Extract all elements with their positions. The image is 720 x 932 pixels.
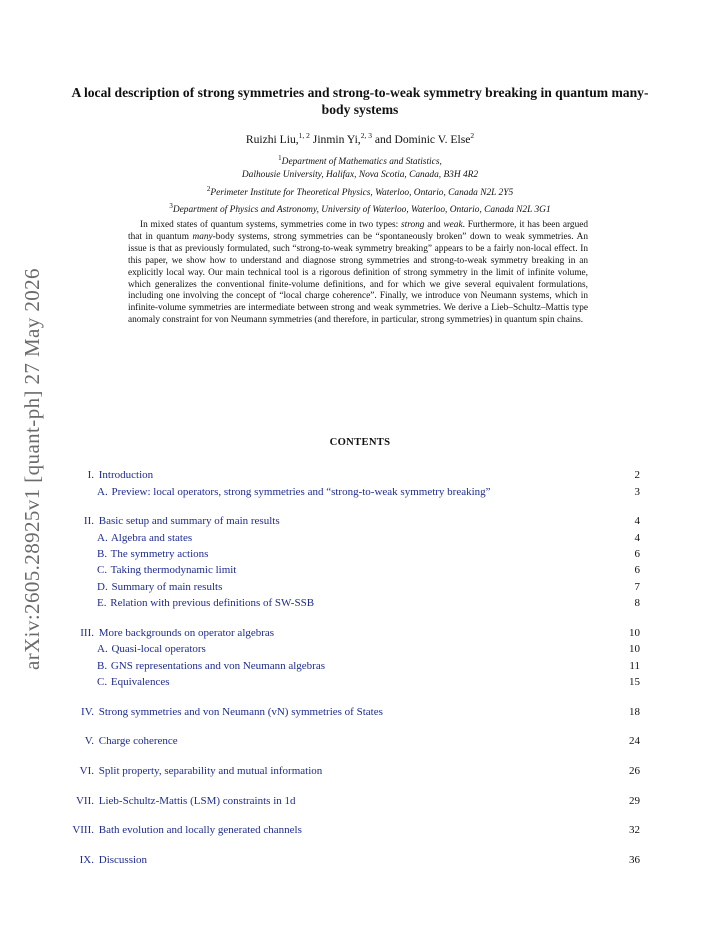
author-list (60, 131, 660, 146)
toc-title[interactable]: Basic setup and summary of main results (98, 515, 280, 527)
toc-page: 29 (629, 795, 640, 807)
toc-subsection-2b[interactable]: B. The symmetry actions 6 (97, 548, 640, 560)
toc-page: 4 (634, 515, 640, 527)
toc-section-1[interactable]: I. Introduction 2 (87, 469, 640, 481)
toc-subsection-2e[interactable]: E. Relation with previous definitions of SW-SSB 8 (97, 597, 640, 609)
toc-subsection-3a[interactable]: A. Quasi-local operators 10 (97, 643, 640, 655)
toc-section-6[interactable]: VI. Split property, separability and mutual information 26 (79, 765, 640, 777)
toc-title[interactable]: Algebra and states (110, 532, 193, 544)
toc-page: 7 (634, 581, 640, 593)
toc-subsection-2d[interactable]: D. Summary of main results 7 (97, 581, 640, 593)
abstract: In mixed states of quantum systems, symmetries come in two types: strong and weak. Furthermore, it has been argued that in quantum many-body systems, strong symmetries can be “spontaneously broken” down to weak symmetries. An issue is that as previously formulated, such “strong-to-weak symmetry breaking” appears to be a fairly non-local effect. In this paper, we show how to understand and diagnose strong symmetries and strong-to-weak symmetry breaking in an explicitly local way. Our main technical tool is a rigorous definition of strong symmetry in the limit of infinite volume, which generalizes the conventional finite-volume definitions, and for which we give several equivalent formulations, including one involving the concept of “local charge coherence”. Finally, we introduce von Neumann systems, which in infinite-volume symmetries are intermediate between strong and weak symmetries. We derive a Lieb–Schultz–Mattis type anomaly constraint for von Neumann symmetries (and therefore, in particular, strong symmetries) in quantum spin chains. (128, 220, 588, 326)
toc-subsection-3c[interactable]: C. Equivalences 15 (97, 676, 640, 688)
author-2: Jinmin Yi, (309, 132, 361, 146)
toc-title[interactable]: Preview: local operators, strong symmetries and “strong-to-weak symmetry breaking” (111, 486, 491, 498)
toc-page: 26 (629, 765, 640, 777)
toc-page: 32 (629, 824, 640, 836)
toc-title[interactable]: Discussion (98, 854, 148, 866)
arxiv-identifier: arXiv:2605.28925v1 [quant-ph] 27 May 2026 (20, 268, 44, 670)
toc-page: 3 (634, 486, 640, 498)
toc-title[interactable]: GNS representations and von Neumann algebras (110, 660, 325, 672)
toc-section-8[interactable]: VIII. Bath evolution and locally generated channels 32 (72, 824, 640, 836)
author-1: Ruizhi Liu, (245, 132, 299, 146)
affiliation-1-address: Dalhousie University, Halifax, Nova Scotia, Canada, B3H 4R2 (241, 170, 479, 181)
toc-subsection-3b[interactable]: B. GNS representations and von Neumann algebras 11 (97, 660, 640, 672)
toc-section-2[interactable]: II. Basic setup and summary of main results 4 (83, 515, 640, 527)
toc-subsection-2c[interactable]: C. Taking thermodynamic limit 6 (97, 564, 640, 576)
toc-page: 36 (629, 854, 640, 866)
toc-title[interactable]: Quasi-local operators (111, 643, 206, 655)
toc-page: 6 (634, 548, 640, 560)
toc-title[interactable]: Bath evolution and locally generated channels (98, 824, 302, 836)
toc-title[interactable]: Equivalences (110, 676, 170, 688)
toc-subsection-2a[interactable]: A. Algebra and states 4 (97, 532, 640, 544)
paper-title: A local description of strong symmetries and strong-to-weak symmetry breaking in quantum many-body systems (71, 85, 649, 117)
toc-page: 18 (629, 706, 640, 718)
toc-page: 10 (629, 643, 640, 655)
toc-page: 10 (629, 627, 640, 639)
affiliation-3: $^3$Department of Physics and Astronomy, University of Waterloo, Waterloo, Ontario, Canada N2L 3G1 (169, 201, 551, 215)
toc-subsection-1a[interactable]: A. Preview: local operators, strong symmetries and “strong-to-weak symmetry breaking” 3 (97, 486, 640, 498)
toc-title[interactable]: Lieb-Schultz-Mattis (LSM) constraints in 1d (98, 795, 296, 807)
toc-page: 2 (634, 469, 640, 481)
author-1-affil-marker: 1, 2 (298, 131, 310, 140)
author-2-affil-marker: 2, 3 (360, 131, 372, 140)
contents-heading: CONTENTS (329, 437, 391, 448)
toc-section-5[interactable]: V. Charge coherence 24 (84, 735, 640, 747)
toc-page: 8 (634, 597, 640, 609)
toc-title[interactable]: Introduction (98, 469, 154, 481)
author-3-affil-marker: 2 (470, 131, 475, 140)
toc-title[interactable]: Relation with previous definitions of SW-SSB (110, 597, 315, 609)
toc-title[interactable]: Summary of main results (111, 581, 223, 593)
toc-section-3[interactable]: III. More backgrounds on operator algebras 10 (80, 627, 640, 639)
author-3: and Dominic V. Else (371, 132, 471, 146)
toc-section-4[interactable]: IV. Strong symmetries and von Neumann (vN) symmetries of States 18 (81, 706, 640, 718)
toc-title[interactable]: Taking thermodynamic limit (110, 564, 237, 576)
toc-section-7[interactable]: VII. Lieb-Schultz-Mattis (LSM) constraints in 1d 29 (75, 795, 640, 807)
toc-page: 6 (634, 564, 640, 576)
affiliation-1: $^1$Department of Mathematics and Statistics, (278, 154, 442, 168)
toc-page: 15 (629, 676, 640, 688)
toc-section-9[interactable]: IX. Discussion 36 (79, 854, 640, 866)
toc-title[interactable]: More backgrounds on operator algebras (98, 627, 275, 639)
toc-title[interactable]: The symmetry actions (110, 548, 209, 560)
toc-page: 24 (629, 735, 640, 747)
affiliations (40, 152, 680, 217)
toc-page: 11 (629, 660, 640, 672)
affiliation-2: $^2$Perimeter Institute for Theoretical Physics, Waterloo, Ontario, Canada N2L 2Y5 (206, 184, 514, 198)
toc-page: 4 (634, 532, 640, 544)
toc-title[interactable]: Charge coherence (98, 735, 178, 747)
toc-title[interactable]: Split property, separability and mutual information (98, 765, 323, 777)
toc-title[interactable]: Strong symmetries and von Neumann (vN) symmetries of States (98, 706, 383, 718)
